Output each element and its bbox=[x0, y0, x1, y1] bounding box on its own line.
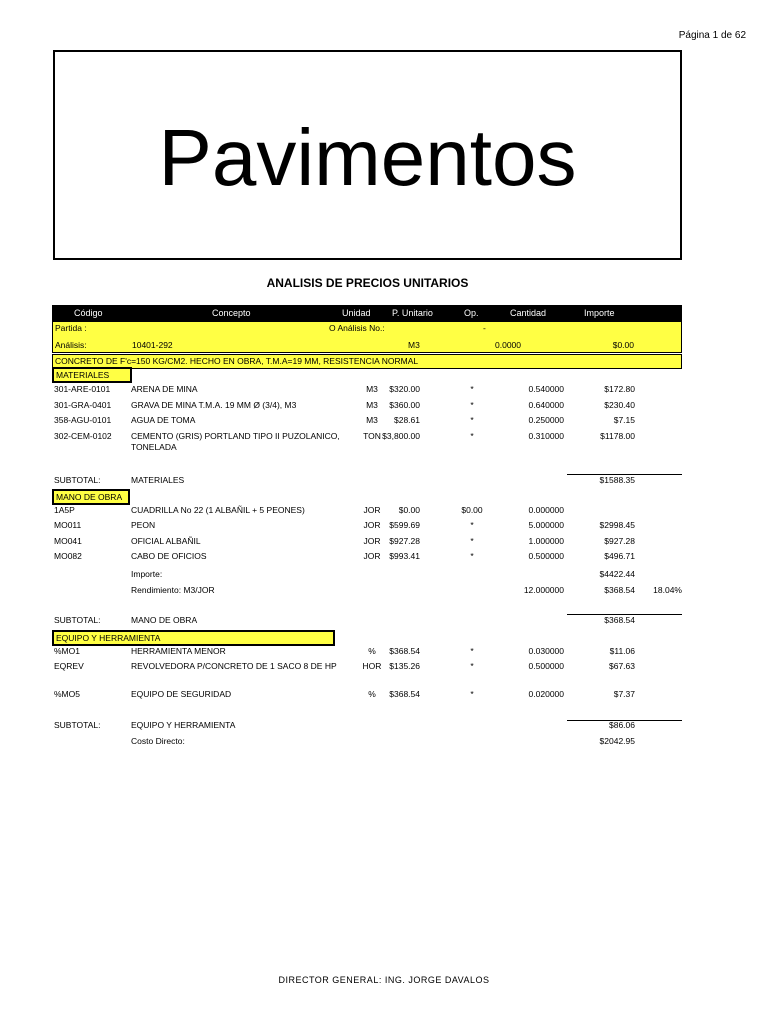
row-op: * bbox=[470, 646, 474, 656]
rendimiento-row bbox=[52, 585, 682, 599]
row-importe: $927.28 bbox=[604, 536, 635, 546]
costo-directo-label: Costo Directo: bbox=[131, 736, 185, 746]
row-price: $3,800.00 bbox=[382, 431, 420, 441]
subtotal-value: $86.06 bbox=[609, 720, 635, 730]
table-row bbox=[52, 384, 682, 398]
table-row bbox=[52, 400, 682, 414]
row-price: $0.00 bbox=[398, 505, 420, 515]
page-title: Pavimentos bbox=[158, 113, 577, 202]
row-concept: CABO DE OFICIOS bbox=[131, 551, 207, 561]
concept-description-row bbox=[52, 354, 682, 369]
row-quantity: 0.500000 bbox=[528, 661, 564, 671]
table-row bbox=[52, 520, 682, 534]
header-importe: Importe bbox=[584, 308, 615, 318]
subtotal-mano-de-obra-row bbox=[52, 615, 682, 629]
row-concept: OFICIAL ALBAÑIL bbox=[131, 536, 201, 546]
price-analysis-table bbox=[52, 305, 682, 755]
table-row bbox=[52, 551, 682, 565]
row-code: 302-CEM-0102 bbox=[54, 431, 112, 441]
row-code: 358-AGU-0101 bbox=[54, 415, 112, 425]
row-quantity: 0.640000 bbox=[528, 400, 564, 410]
row-unit: JOR bbox=[363, 505, 381, 515]
row-op: * bbox=[470, 536, 474, 546]
row-quantity: 0.030000 bbox=[528, 646, 564, 656]
table-row-continuation bbox=[52, 442, 682, 456]
importe-label: Importe: bbox=[131, 569, 163, 579]
header-op: Op. bbox=[464, 308, 479, 318]
row-quantity: 0.500000 bbox=[528, 551, 564, 561]
row-importe: $1178.00 bbox=[600, 431, 635, 441]
header-concepto: Concepto bbox=[212, 308, 251, 318]
row-op: $0.00 bbox=[461, 505, 483, 515]
rendimiento-importe: $368.54 bbox=[604, 585, 635, 595]
subtotal-value: $368.54 bbox=[604, 615, 635, 625]
row-importe: $7.15 bbox=[613, 415, 635, 425]
row-quantity: 0.250000 bbox=[528, 415, 564, 425]
subtotal-value: $1588.35 bbox=[599, 475, 635, 485]
row-importe: $11.06 bbox=[609, 646, 635, 656]
page-number: Página 1 de 62 bbox=[678, 30, 746, 41]
row-code: 301-ARE-0101 bbox=[54, 384, 111, 394]
row-code: MO041 bbox=[54, 536, 82, 546]
section-mano-de-obra: MANO DE OBRA bbox=[52, 489, 130, 505]
row-code: MO082 bbox=[54, 551, 82, 561]
section-equipo-herramienta: EQUIPO Y HERRAMIENTA bbox=[52, 630, 335, 646]
costo-directo-row bbox=[52, 736, 682, 750]
table-row bbox=[52, 689, 682, 703]
table-row bbox=[52, 661, 682, 675]
subtotal-equipo-row bbox=[52, 720, 682, 734]
row-importe: $7.37 bbox=[613, 689, 635, 699]
row-concept: CEMENTO (GRIS) PORTLAND TIPO II PUZOLANICO, bbox=[131, 431, 340, 441]
header-codigo: Código bbox=[74, 308, 103, 318]
row-unit: M3 bbox=[366, 415, 378, 425]
row-op: * bbox=[470, 431, 474, 441]
row-importe: $496.71 bbox=[604, 551, 635, 561]
row-concept: HERRAMIENTA MENOR bbox=[131, 646, 226, 656]
analisis-quantity: 0.0000 bbox=[495, 340, 521, 350]
analisis-no-value: - bbox=[483, 323, 486, 333]
header-cantidad: Cantidad bbox=[510, 308, 547, 318]
row-code: 301-GRA-0401 bbox=[54, 400, 112, 410]
table-row bbox=[52, 415, 682, 429]
row-op: * bbox=[470, 384, 474, 394]
row-op: * bbox=[470, 689, 474, 699]
analisis-code: 10401-292 bbox=[132, 340, 173, 350]
row-quantity: 0.310000 bbox=[528, 431, 564, 441]
document-subtitle: ANALISIS DE PRECIOS UNITARIOS bbox=[266, 276, 469, 290]
rendimiento-quantity: 12.000000 bbox=[523, 585, 564, 595]
row-unit: HOR bbox=[362, 661, 382, 671]
row-price: $368.54 bbox=[389, 689, 420, 699]
row-op: * bbox=[470, 661, 474, 671]
analisis-no-label: O Análisis No.: bbox=[329, 323, 385, 333]
row-quantity: 5.000000 bbox=[528, 520, 564, 530]
row-price: $993.41 bbox=[389, 551, 420, 561]
subtotal-name: EQUIPO Y HERRAMIENTA bbox=[131, 720, 236, 730]
subtotal-label: SUBTOTAL: bbox=[54, 615, 101, 625]
row-quantity: 0.540000 bbox=[528, 384, 564, 394]
row-code: 1A5P bbox=[54, 505, 75, 515]
row-op: * bbox=[470, 400, 474, 410]
row-code: EQREV bbox=[54, 661, 84, 671]
analisis-label: Análisis: bbox=[55, 340, 87, 350]
row-concept: EQUIPO DE SEGURIDAD bbox=[131, 689, 232, 699]
row-unit: M3 bbox=[366, 384, 378, 394]
analisis-importe: $0.00 bbox=[612, 340, 634, 350]
row-price: $28.61 bbox=[394, 415, 420, 425]
row-concept: PEON bbox=[131, 520, 156, 530]
row-op: * bbox=[470, 520, 474, 530]
rendimiento-label: Rendimiento: M3/JOR bbox=[131, 585, 215, 595]
row-op: * bbox=[470, 415, 474, 425]
subtotal-name: MANO DE OBRA bbox=[131, 615, 198, 625]
title-box bbox=[53, 50, 682, 260]
row-price: $360.00 bbox=[389, 400, 420, 410]
costo-directo-value: $2042.95 bbox=[599, 736, 635, 746]
partida-row bbox=[52, 321, 682, 336]
row-concept: GRAVA DE MINA T.M.A. 19 MM Ø (3/4), M3 bbox=[131, 400, 297, 410]
row-code: MO011 bbox=[54, 520, 82, 530]
row-price: $135.26 bbox=[389, 661, 420, 671]
row-price: $368.54 bbox=[389, 646, 420, 656]
row-unit: M3 bbox=[366, 400, 378, 410]
row-concept: ARENA DE MINA bbox=[131, 384, 198, 394]
row-importe: $230.40 bbox=[604, 400, 635, 410]
importe-row bbox=[52, 569, 682, 583]
row-importe: $2998.45 bbox=[599, 520, 635, 530]
table-row bbox=[52, 646, 682, 660]
analisis-unit: M3 bbox=[408, 340, 420, 350]
partida-label: Partida : bbox=[55, 323, 87, 333]
header-unidad: Unidad bbox=[342, 308, 371, 318]
subtotal-materiales-row bbox=[52, 475, 682, 489]
footer-signature: DIRECTOR GENERAL: ING. JORGE DAVALOS bbox=[278, 975, 490, 985]
concept-description: CONCRETO DE F'c=150 KG/CM2. HECHO EN OBRA, T.M.A=19 MM, RESISTENCIA NORMAL bbox=[55, 356, 419, 366]
row-price: $599.69 bbox=[389, 520, 420, 530]
subtotal-label: SUBTOTAL: bbox=[54, 720, 101, 730]
row-unit: JOR bbox=[363, 551, 381, 561]
table-row bbox=[52, 505, 682, 519]
row-unit: % bbox=[368, 646, 376, 656]
row-op: * bbox=[470, 551, 474, 561]
subtotal-label: SUBTOTAL: bbox=[54, 475, 101, 485]
row-importe: $67.63 bbox=[609, 661, 635, 671]
row-concept: REVOLVEDORA P/CONCRETO DE 1 SACO 8 DE HP bbox=[131, 661, 337, 671]
row-unit: JOR bbox=[363, 536, 381, 546]
subtotal-name: MATERIALES bbox=[131, 475, 185, 485]
row-concept: CUADRILLA No 22 (1 ALBAÑIL + 5 PEONES) bbox=[131, 505, 305, 515]
row-concept: AGUA DE TOMA bbox=[131, 415, 196, 425]
row-code: %MO5 bbox=[54, 689, 80, 699]
row-unit: JOR bbox=[363, 520, 381, 530]
row-unit: TON bbox=[363, 431, 381, 441]
section-materiales: MATERIALES bbox=[52, 367, 132, 383]
row-concept-continuation: TONELADA bbox=[131, 442, 177, 452]
row-unit: % bbox=[368, 689, 376, 699]
row-code: %MO1 bbox=[54, 646, 80, 656]
row-importe: $172.80 bbox=[604, 384, 635, 394]
analisis-row bbox=[52, 336, 682, 353]
row-quantity: 0.020000 bbox=[528, 689, 564, 699]
rendimiento-percent: 18.04% bbox=[653, 585, 682, 595]
table-header bbox=[52, 305, 682, 321]
importe-value: $4422.44 bbox=[599, 569, 635, 579]
row-price: $320.00 bbox=[389, 384, 420, 394]
row-price: $927.28 bbox=[389, 536, 420, 546]
header-p-unitario: P. Unitario bbox=[392, 308, 433, 318]
table-row bbox=[52, 536, 682, 550]
row-quantity: 0.000000 bbox=[528, 505, 564, 515]
row-quantity: 1.000000 bbox=[528, 536, 564, 546]
